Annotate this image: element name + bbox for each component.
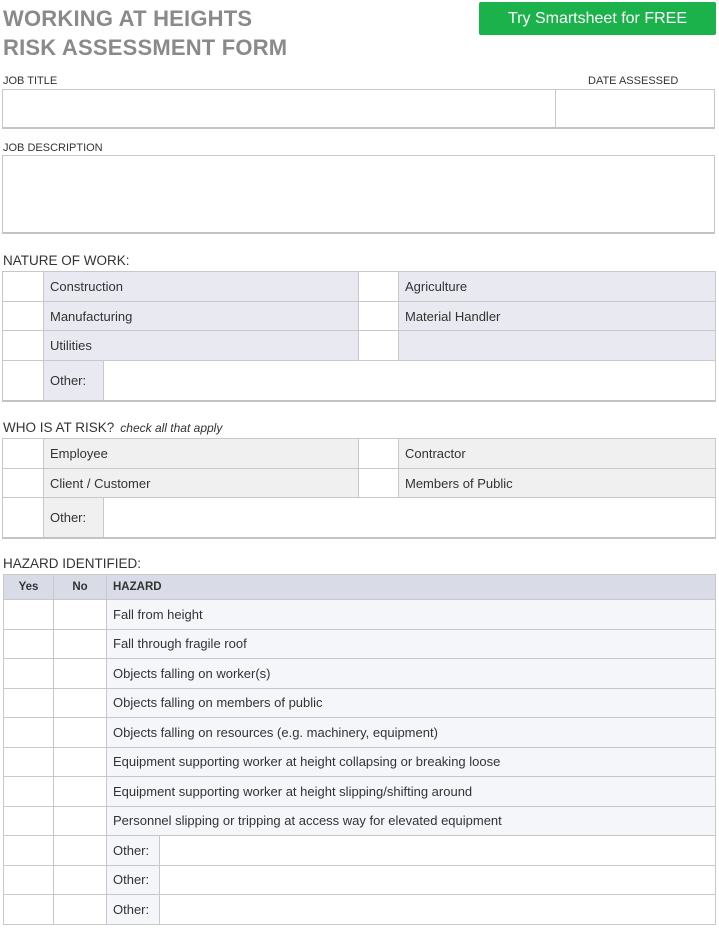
table-row xyxy=(4,600,716,630)
hazard-other-label: Other: xyxy=(107,865,160,895)
option-material-handler: Material Handler xyxy=(399,302,716,331)
no-checkbox[interactable] xyxy=(54,806,107,836)
table-row xyxy=(4,777,716,807)
checkbox-members-of-public[interactable] xyxy=(359,469,399,498)
checkbox-nature-other[interactable] xyxy=(3,361,44,401)
option-employee: Employee xyxy=(44,439,359,469)
job-description-field[interactable] xyxy=(2,155,715,234)
no-checkbox[interactable] xyxy=(54,865,107,895)
hazard-other-field[interactable] xyxy=(160,895,716,925)
checkbox-client-customer[interactable] xyxy=(3,469,44,498)
yes-checkbox[interactable] xyxy=(4,600,54,630)
column-yes: Yes xyxy=(4,575,54,600)
job-title-label: JOB TITLE xyxy=(3,75,58,87)
yes-checkbox[interactable] xyxy=(4,836,54,866)
table-row xyxy=(4,836,716,866)
job-description-label: JOB DESCRIPTION xyxy=(3,142,103,154)
yes-checkbox[interactable] xyxy=(4,629,54,659)
hazard-item: Equipment supporting worker at height collapsing or breaking loose xyxy=(107,747,716,777)
date-assessed-label: DATE ASSESSED xyxy=(588,75,679,87)
option-client-customer: Client / Customer xyxy=(44,469,359,498)
hazard-heading: HAZARD IDENTIFIED: xyxy=(3,556,142,571)
risk-other-label: Other: xyxy=(44,498,104,538)
yes-checkbox[interactable] xyxy=(4,806,54,836)
checkbox-utilities[interactable] xyxy=(3,331,44,361)
no-checkbox[interactable] xyxy=(54,747,107,777)
nature-other-label: Other: xyxy=(44,361,104,401)
checkbox-agriculture[interactable] xyxy=(359,272,399,302)
who-at-risk-table xyxy=(2,438,716,498)
no-checkbox[interactable] xyxy=(54,718,107,748)
no-checkbox[interactable] xyxy=(54,895,107,925)
hazard-item: Fall through fragile roof xyxy=(107,629,716,659)
hazard-item: Objects falling on resources (e.g. machinery, equipment) xyxy=(107,718,716,748)
table-row xyxy=(4,688,716,718)
nature-other-field[interactable] xyxy=(104,361,716,401)
table-row xyxy=(4,629,716,659)
hazard-item: Personnel slipping or tripping at access way for elevated equipment xyxy=(107,806,716,836)
risk-other-field[interactable] xyxy=(104,498,716,538)
table-row xyxy=(4,718,716,748)
yes-checkbox[interactable] xyxy=(4,718,54,748)
option-members-of-public: Members of Public xyxy=(399,469,716,498)
nature-of-work-other-table xyxy=(2,360,716,402)
checkbox-contractor[interactable] xyxy=(359,439,399,469)
no-checkbox[interactable] xyxy=(54,688,107,718)
table-row xyxy=(4,895,716,925)
checkbox-risk-other[interactable] xyxy=(3,498,44,538)
no-checkbox[interactable] xyxy=(54,836,107,866)
table-row xyxy=(4,806,716,836)
checkbox-manufacturing[interactable] xyxy=(3,302,44,331)
try-smartsheet-button[interactable]: Try Smartsheet for FREE xyxy=(479,2,716,35)
hazard-other-label: Other: xyxy=(107,836,160,866)
checkbox-employee[interactable] xyxy=(3,439,44,469)
option-empty xyxy=(399,331,716,361)
hazard-item: Fall from height xyxy=(107,600,716,630)
hazard-item: Objects falling on members of public xyxy=(107,688,716,718)
column-no: No xyxy=(54,575,107,600)
nature-of-work-table xyxy=(2,271,716,361)
yes-checkbox[interactable] xyxy=(4,865,54,895)
table-row xyxy=(4,747,716,777)
column-hazard: HAZARD xyxy=(107,575,716,600)
checkbox-empty[interactable] xyxy=(359,331,399,361)
no-checkbox[interactable] xyxy=(54,629,107,659)
form-title xyxy=(3,4,287,62)
checkbox-material-handler[interactable] xyxy=(359,302,399,331)
nature-of-work-heading: NATURE OF WORK: xyxy=(3,253,130,268)
hazard-other-label: Other: xyxy=(107,895,160,925)
hazard-other-field[interactable] xyxy=(160,836,716,866)
table-row xyxy=(4,659,716,689)
no-checkbox[interactable] xyxy=(54,659,107,689)
option-construction: Construction xyxy=(44,272,359,302)
yes-checkbox[interactable] xyxy=(4,777,54,807)
option-contractor: Contractor xyxy=(399,439,716,469)
no-checkbox[interactable] xyxy=(54,600,107,630)
hazard-item: Equipment supporting worker at height slipping/shifting around xyxy=(107,777,716,807)
job-title-field[interactable] xyxy=(2,89,556,129)
who-at-risk-hint: check all that apply xyxy=(120,421,223,435)
date-assessed-field[interactable] xyxy=(555,89,715,129)
who-at-risk-heading-text: WHO IS AT RISK? xyxy=(3,420,115,435)
option-agriculture: Agriculture xyxy=(399,272,716,302)
who-at-risk-other-table xyxy=(2,497,716,539)
option-manufacturing: Manufacturing xyxy=(44,302,359,331)
option-utilities: Utilities xyxy=(44,331,359,361)
yes-checkbox[interactable] xyxy=(4,747,54,777)
yes-checkbox[interactable] xyxy=(4,659,54,689)
form-title-line1: WORKING AT HEIGHTS xyxy=(3,6,253,31)
yes-checkbox[interactable] xyxy=(4,895,54,925)
hazard-item: Objects falling on worker(s) xyxy=(107,659,716,689)
hazard-table xyxy=(3,574,716,925)
who-at-risk-heading xyxy=(3,420,222,435)
no-checkbox[interactable] xyxy=(54,777,107,807)
form-title-line2: RISK ASSESSMENT FORM xyxy=(3,35,288,60)
yes-checkbox[interactable] xyxy=(4,688,54,718)
checkbox-construction[interactable] xyxy=(3,272,44,302)
table-row xyxy=(4,865,716,895)
hazard-other-field[interactable] xyxy=(160,865,716,895)
